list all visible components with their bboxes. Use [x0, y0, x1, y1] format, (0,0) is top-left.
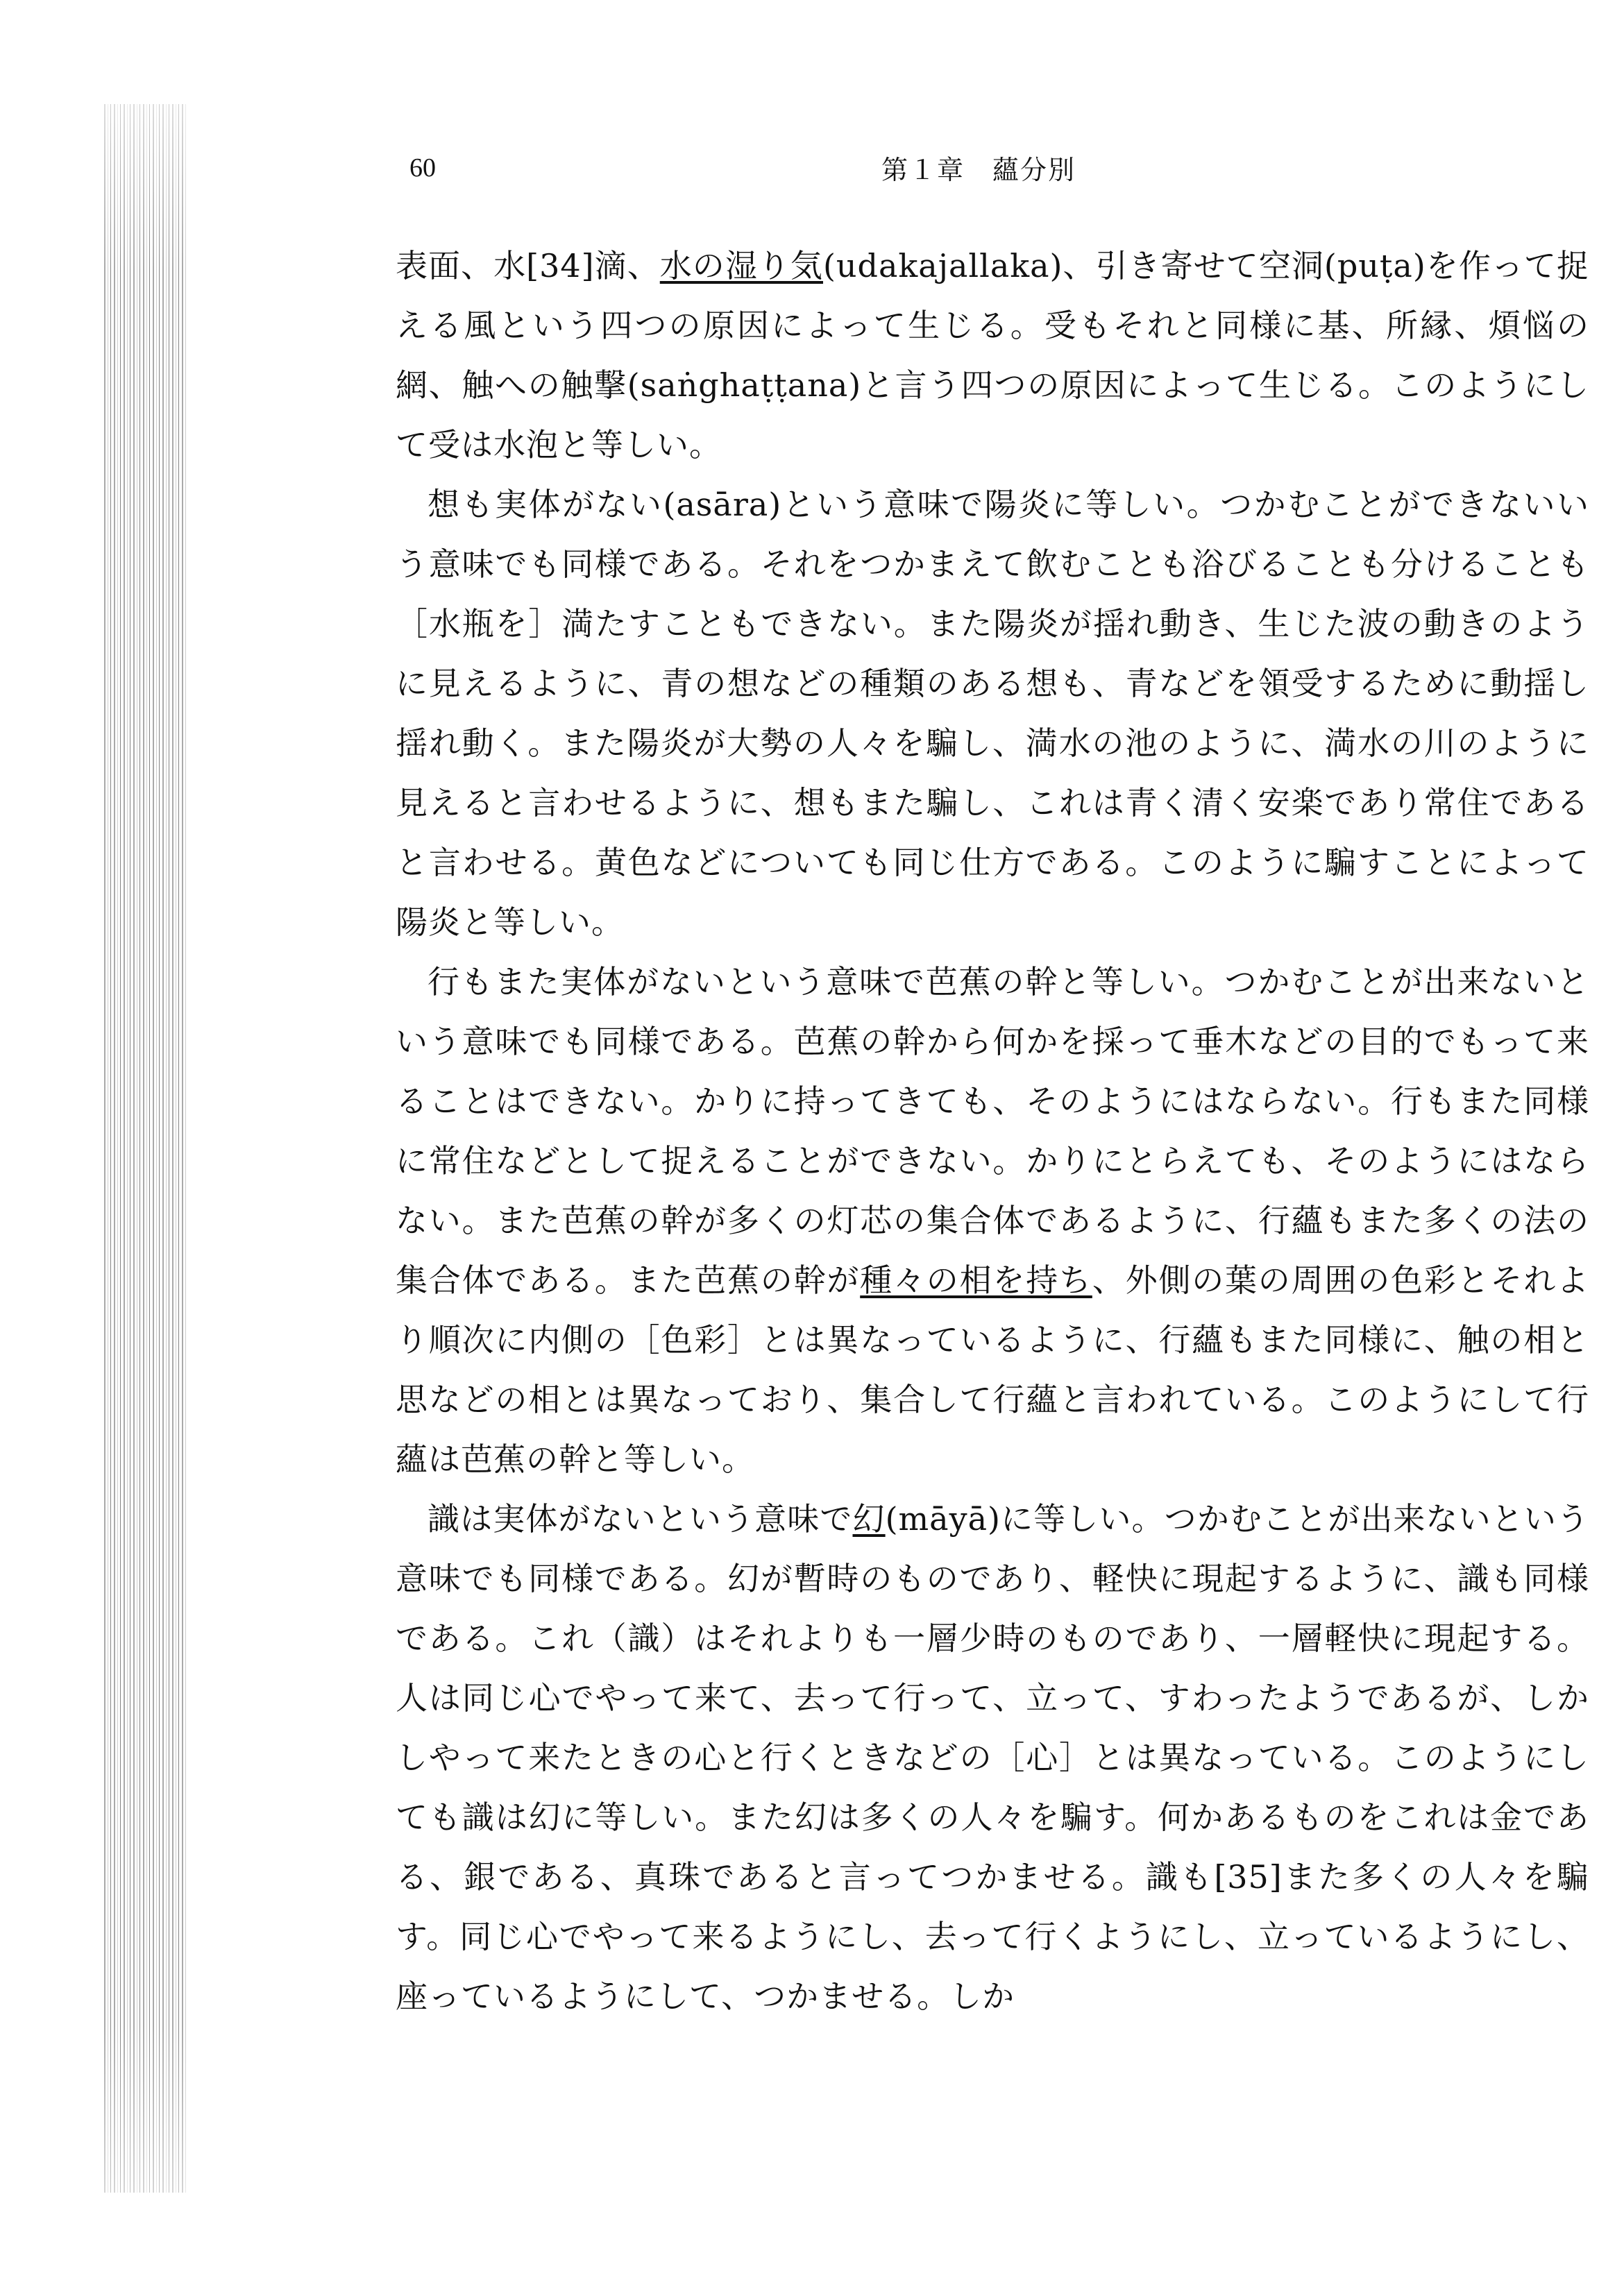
text-segment: 想も実体がない(asāra)という意味で陽炎に等しい。つかむことができないいう意味でも同様である。それをつかまえて飲むことも浴びることも分けることも［水瓶を］満たすこともできない。また陽炎が揺れ動き、生じた波の動きのように見えるように、青の想などの種類のある想も、青などを領受するために動揺し揺れ動く。また陽炎が大勢の人々を騙し、満水の池のように、満水の川のように見えると言わせるように、想もまた騙し、これは青く清く安楽であり常住であると言わせる。黄色などについても同じ仕方である。このように騙すことによって陽炎と等しい。 — [396, 486, 1590, 941]
paragraph-3 — [396, 952, 1589, 1489]
paragraph-1 — [396, 236, 1589, 475]
text-segment: 行もまた実体がないという意味で芭蕉の幹と等しい。つかむことが出来ないという意味でも同様である。芭蕉の幹から何かを採って垂木などの目的でもって来ることはできない。かりに持ってきても、そのようにはならない。行もまた同様に常住などとして捉えることができない。かりにとらえても、そのようにはならない。また芭蕉の幹が多くの灯芯の集合体であるように、行蘊もまた多くの法の集合体である。また芭蕉の幹が — [396, 963, 1589, 1299]
text-segment: 識は実体がないという意味で — [428, 1500, 853, 1538]
underlined-term: 種々の相を持ち — [860, 1261, 1092, 1299]
text-segment: 表面、水[34]滴、 — [396, 247, 660, 284]
body-text — [396, 236, 1589, 2026]
text-segment: 、外側の葉の周囲の色彩とそれより順次に内側の［色彩］とは異なっているように、行蘊もまた同様に、触の相と思などの相とは異なっており、集合して行蘊と言われている。このようにして行蘊は芭蕉の幹と等しい。 — [396, 1261, 1590, 1478]
paragraph-4 — [396, 1489, 1589, 2026]
underlined-term: 水の湿り気 — [659, 247, 823, 284]
running-head: 第１章 蘊分別 — [881, 155, 1076, 185]
underlined-term: 幻 — [852, 1500, 886, 1538]
paragraph-2 — [396, 475, 1589, 952]
page-binding-shadow — [104, 104, 187, 2193]
text-segment: (udakajallaka)、引き寄せて空洞(puṭa)を作って捉える風という四つの原因によって生じる。受もそれと同様に基、所縁、煩悩の網、触への触撃(saṅghaṭṭana)と言う四つの原因によって生じる。このようにして受は水泡と等しい。 — [396, 247, 1590, 464]
text-segment: (māyā)に等しい。つかむことが出来ないという意味でも同様である。幻が暫時のものであり、軽快に現起するように、識も同様である。これ（識）はそれよりも一層少時のものであり、一層軽快に現起する。人は同じ心でやって来て、去って行って、立って、すわったようであるが、しかしやって来たときの心と行くときなどの［心］とは異なっている。このようにしても識は幻に等しい。また幻は多くの人々を騙す。何かあるものをこれは金である、銀である、真珠であると言ってつかませる。識も[35]また多くの人々を騙す。同じ心でやって来るようにし、去って行くようにし、立っているようにし、座っているようにして、つかませる。しか — [396, 1500, 1590, 2015]
page-number: 60 — [409, 153, 436, 182]
